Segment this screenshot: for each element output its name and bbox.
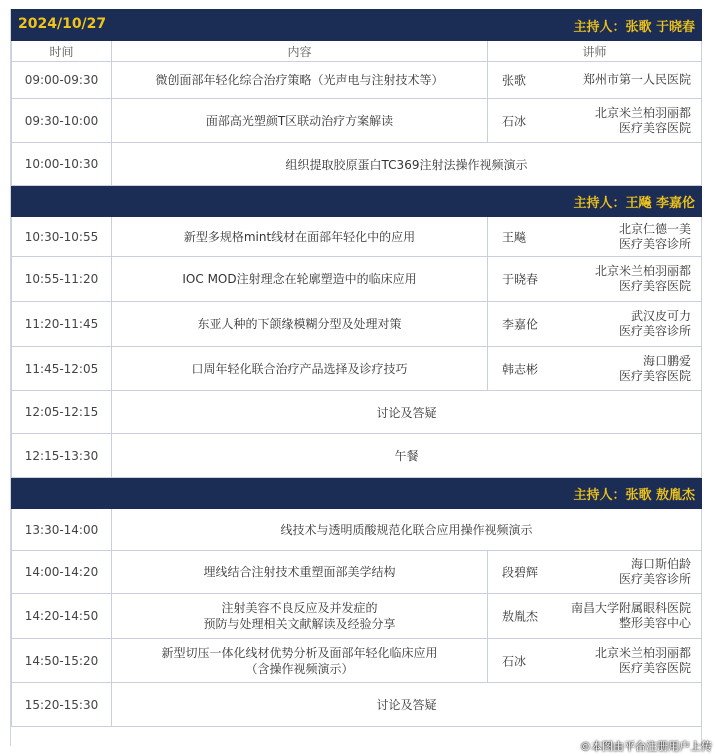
topic-cell bbox=[112, 62, 488, 99]
topic-line: 东亚人种的下颌缘模糊分型及处理对策 bbox=[197, 317, 402, 331]
time-cell: 15:20-15:30 bbox=[12, 683, 112, 727]
table-row bbox=[12, 257, 702, 302]
institution-line: 北京仁德一美 bbox=[619, 221, 692, 236]
lecturer-institution bbox=[595, 264, 691, 294]
lecturer-cell bbox=[488, 302, 702, 347]
lecturer-name: 于晓春 bbox=[502, 272, 539, 287]
merged-topic-cell: 组织提取胶原蛋白TC369注射法操作视频演示 bbox=[112, 143, 702, 186]
lecturer-institution bbox=[595, 106, 691, 136]
host-band-cell bbox=[12, 186, 702, 217]
time-cell: 09:30-10:00 bbox=[12, 99, 112, 143]
table-row bbox=[12, 143, 702, 186]
lecturer-name: 李嘉伦 bbox=[502, 317, 539, 332]
table-row bbox=[12, 509, 702, 551]
topic-line: 面部高光塑颜T区联动治疗方案解读 bbox=[205, 113, 394, 128]
header-content: 内容 bbox=[112, 41, 488, 62]
topic-line: IOC MOD注射理念在轮廓塑造中的临床应用 bbox=[182, 272, 417, 286]
institution-line: 医疗美容诊所 bbox=[619, 324, 692, 338]
time-cell: 13:30-14:00 bbox=[12, 509, 112, 551]
topic-line: 新型多规格mint线材在面部年轻化中的应用 bbox=[183, 229, 416, 244]
institution-line: 整形美容中心 bbox=[619, 616, 692, 630]
header-lecturer: 讲师 bbox=[488, 41, 702, 62]
lecturer-name: 敖胤杰 bbox=[502, 609, 539, 624]
institution-line: 医疗美容诊所 bbox=[619, 572, 692, 586]
schedule-table bbox=[11, 9, 702, 727]
topic-line: 注射美容不良反应及并发症的 bbox=[221, 601, 378, 615]
institution-line: 海口斯伯龄 bbox=[631, 557, 692, 571]
institution-line: 北京米兰柏羽丽都 bbox=[595, 645, 692, 660]
institution-line: 医疗美容诊所 bbox=[619, 236, 692, 251]
topic-line: 新型切压一体化线材优势分析及面部年轻化临床应用 bbox=[161, 645, 438, 660]
merged-topic-cell: 讨论及答疑 bbox=[112, 683, 702, 727]
schedule-frame bbox=[10, 9, 702, 746]
lecturer-name: 韩志彬 bbox=[502, 362, 539, 376]
topic-cell bbox=[112, 551, 488, 594]
time-cell: 10:55-11:20 bbox=[12, 257, 112, 302]
lecturer-institution bbox=[583, 73, 691, 88]
topic-cell bbox=[112, 217, 488, 257]
institution-line: 北京米兰柏羽丽都 bbox=[595, 264, 692, 278]
table-row bbox=[12, 434, 702, 478]
topic-cell bbox=[112, 639, 488, 683]
institution-line: 医疗美容医院 bbox=[619, 279, 692, 293]
lecturer-cell bbox=[488, 639, 702, 683]
institution-line: 武汉皮可力 bbox=[631, 309, 692, 323]
merged-topic-cell: 线技术与透明质酸规范化联合应用操作视频演示 bbox=[112, 509, 702, 551]
host-band-cell bbox=[12, 478, 702, 509]
lecturer-name: 石冰 bbox=[502, 654, 527, 668]
lecturer-cell bbox=[488, 217, 702, 257]
lecturer-institution bbox=[619, 557, 691, 587]
lecturer-institution bbox=[619, 309, 691, 339]
session-host: 主持人：王飚 李嘉伦 bbox=[573, 195, 696, 211]
watermark: ©本图由平台注册用户上传 bbox=[580, 740, 712, 753]
lecturer-institution bbox=[595, 646, 691, 676]
topic-cell bbox=[112, 347, 488, 391]
lecturer-name: 王飚 bbox=[502, 230, 527, 244]
merged-topic-cell: 午餐 bbox=[112, 434, 702, 478]
topic-cell bbox=[112, 99, 488, 143]
session-host-band bbox=[12, 10, 702, 41]
lecturer-cell bbox=[488, 594, 702, 639]
time-cell: 09:00-09:30 bbox=[12, 62, 112, 99]
time-cell: 10:30-10:55 bbox=[12, 217, 112, 257]
time-cell: 14:50-15:20 bbox=[12, 639, 112, 683]
table-row bbox=[12, 639, 702, 683]
table-header bbox=[12, 41, 702, 62]
header-time: 时间 bbox=[12, 41, 112, 62]
lecturer-name: 石冰 bbox=[502, 114, 527, 128]
session-host: 主持人：张歌 于晓春 bbox=[573, 19, 696, 35]
time-cell: 12:05-12:15 bbox=[12, 391, 112, 434]
institution-line: 北京米兰柏羽丽都 bbox=[595, 105, 692, 120]
time-cell: 14:20-14:50 bbox=[12, 594, 112, 639]
lecturer-cell bbox=[488, 62, 702, 99]
institution-line: 郑州市第一人民医院 bbox=[583, 72, 692, 87]
topic-line: 口周年轻化联合治疗产品选择及诊疗技巧 bbox=[191, 361, 408, 376]
table-row bbox=[12, 683, 702, 727]
institution-line: 医疗美容医院 bbox=[619, 368, 692, 383]
table-row bbox=[12, 62, 702, 99]
time-cell: 14:00-14:20 bbox=[12, 551, 112, 594]
lecturer-name: 张歌 bbox=[502, 73, 527, 88]
lecturer-institution bbox=[619, 222, 691, 252]
lecturer-cell bbox=[488, 347, 702, 391]
topic-cell bbox=[112, 302, 488, 347]
table-row bbox=[12, 347, 702, 391]
schedule-date: 2024/10/27 bbox=[18, 15, 107, 32]
time-cell: 11:20-11:45 bbox=[12, 302, 112, 347]
lecturer-cell bbox=[488, 257, 702, 302]
table-row bbox=[12, 302, 702, 347]
session-host-band bbox=[12, 478, 702, 509]
time-cell: 12:15-13:30 bbox=[12, 434, 112, 478]
table-row bbox=[12, 391, 702, 434]
topic-line: 埋线结合注射技术重塑面部美学结构 bbox=[203, 565, 396, 579]
lecturer-institution bbox=[619, 354, 691, 384]
lecturer-cell bbox=[488, 551, 702, 594]
table-row bbox=[12, 594, 702, 639]
lecturer-institution bbox=[571, 601, 691, 631]
time-cell: 11:45-12:05 bbox=[12, 347, 112, 391]
institution-line: 医疗美容医院 bbox=[619, 120, 692, 135]
session-host: 主持人：张歌 敖胤杰 bbox=[573, 487, 696, 503]
session-host-band bbox=[12, 186, 702, 217]
topic-line: 预防与处理相关文献解读及经验分享 bbox=[203, 617, 396, 631]
topic-line: （含操作视频演示） bbox=[245, 661, 354, 676]
lecturer-cell bbox=[488, 99, 702, 143]
lecturer-name: 段碧辉 bbox=[502, 565, 539, 580]
table-row bbox=[12, 99, 702, 143]
table-row bbox=[12, 551, 702, 594]
time-cell: 10:00-10:30 bbox=[12, 143, 112, 186]
institution-line: 海口鹏爱 bbox=[643, 353, 692, 368]
institution-line: 医疗美容医院 bbox=[619, 660, 692, 675]
topic-cell bbox=[112, 594, 488, 639]
topic-cell bbox=[112, 257, 488, 302]
table-row bbox=[12, 217, 702, 257]
merged-topic-cell: 讨论及答疑 bbox=[112, 391, 702, 434]
institution-line: 南昌大学附属眼科医院 bbox=[571, 601, 692, 615]
host-band-cell bbox=[12, 10, 702, 41]
topic-line: 微创面部年轻化综合治疗策略（光声电与注射技术等） bbox=[155, 73, 444, 87]
